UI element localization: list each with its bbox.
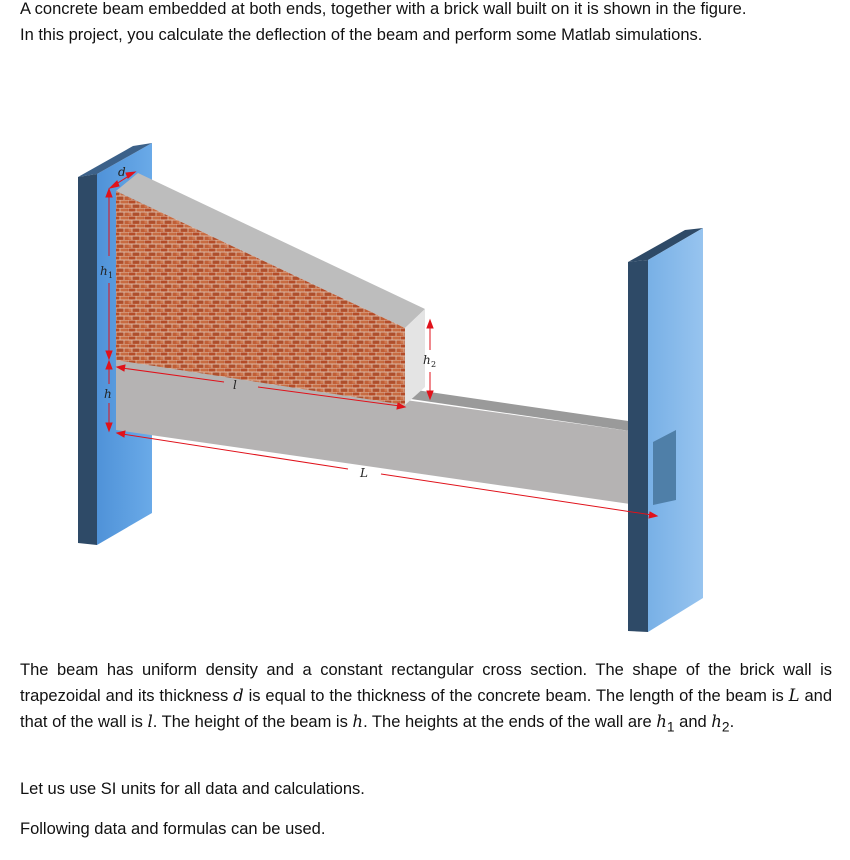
units-note: Let us use SI units for all data and calculations.	[20, 780, 365, 798]
var-L: L	[788, 686, 800, 705]
intro-line-2: In this project, you calculate the deflection of the beam and perform some Matlab simulations.	[20, 26, 703, 44]
desc-text-5: . The heights at the ends of the wall are	[363, 713, 657, 731]
left-support-side	[78, 174, 97, 545]
right-support	[628, 228, 703, 632]
beam-embed-stub	[653, 430, 676, 505]
label-l: l	[233, 378, 237, 392]
desc-text-1: The beam has uniform density and a constant rectangular cross section. The shape of the brick wall is trapezoidal and its thickness	[20, 661, 832, 705]
desc-text-7: .	[729, 713, 735, 731]
label-h1: h	[100, 264, 108, 278]
var-l: l	[147, 712, 153, 731]
var-h1-sub: 1	[666, 719, 675, 735]
desc-text-4: . The height of the beam is	[152, 713, 353, 731]
right-support-face	[648, 228, 703, 632]
var-d: d	[233, 686, 244, 705]
label-d: d	[118, 165, 126, 179]
var-h: h	[352, 712, 364, 731]
var-h2: h	[711, 712, 722, 731]
label-h: h	[104, 387, 112, 401]
description-paragraph	[20, 657, 832, 740]
var-h1: h	[656, 712, 667, 731]
desc-text-3: and that of the wall is	[20, 687, 833, 731]
right-support-side	[628, 260, 648, 632]
label-h2: h	[423, 353, 431, 367]
desc-text-2: is equal to the thickness of the concrete beam. The length of the beam is	[243, 687, 789, 705]
following-note: Following data and formulas can be used.	[20, 820, 326, 838]
var-h2-sub: 2	[721, 719, 730, 735]
label-h1-sub: 1	[108, 271, 114, 280]
intro-line-1: A concrete beam embedded at both ends, together with a brick wall built on it is shown in the figure.	[20, 0, 747, 18]
dim-h2-arrow-top	[427, 320, 433, 328]
label-L: L	[360, 466, 368, 480]
desc-text-6: and	[674, 713, 712, 731]
label-h2-sub: 2	[431, 360, 437, 369]
